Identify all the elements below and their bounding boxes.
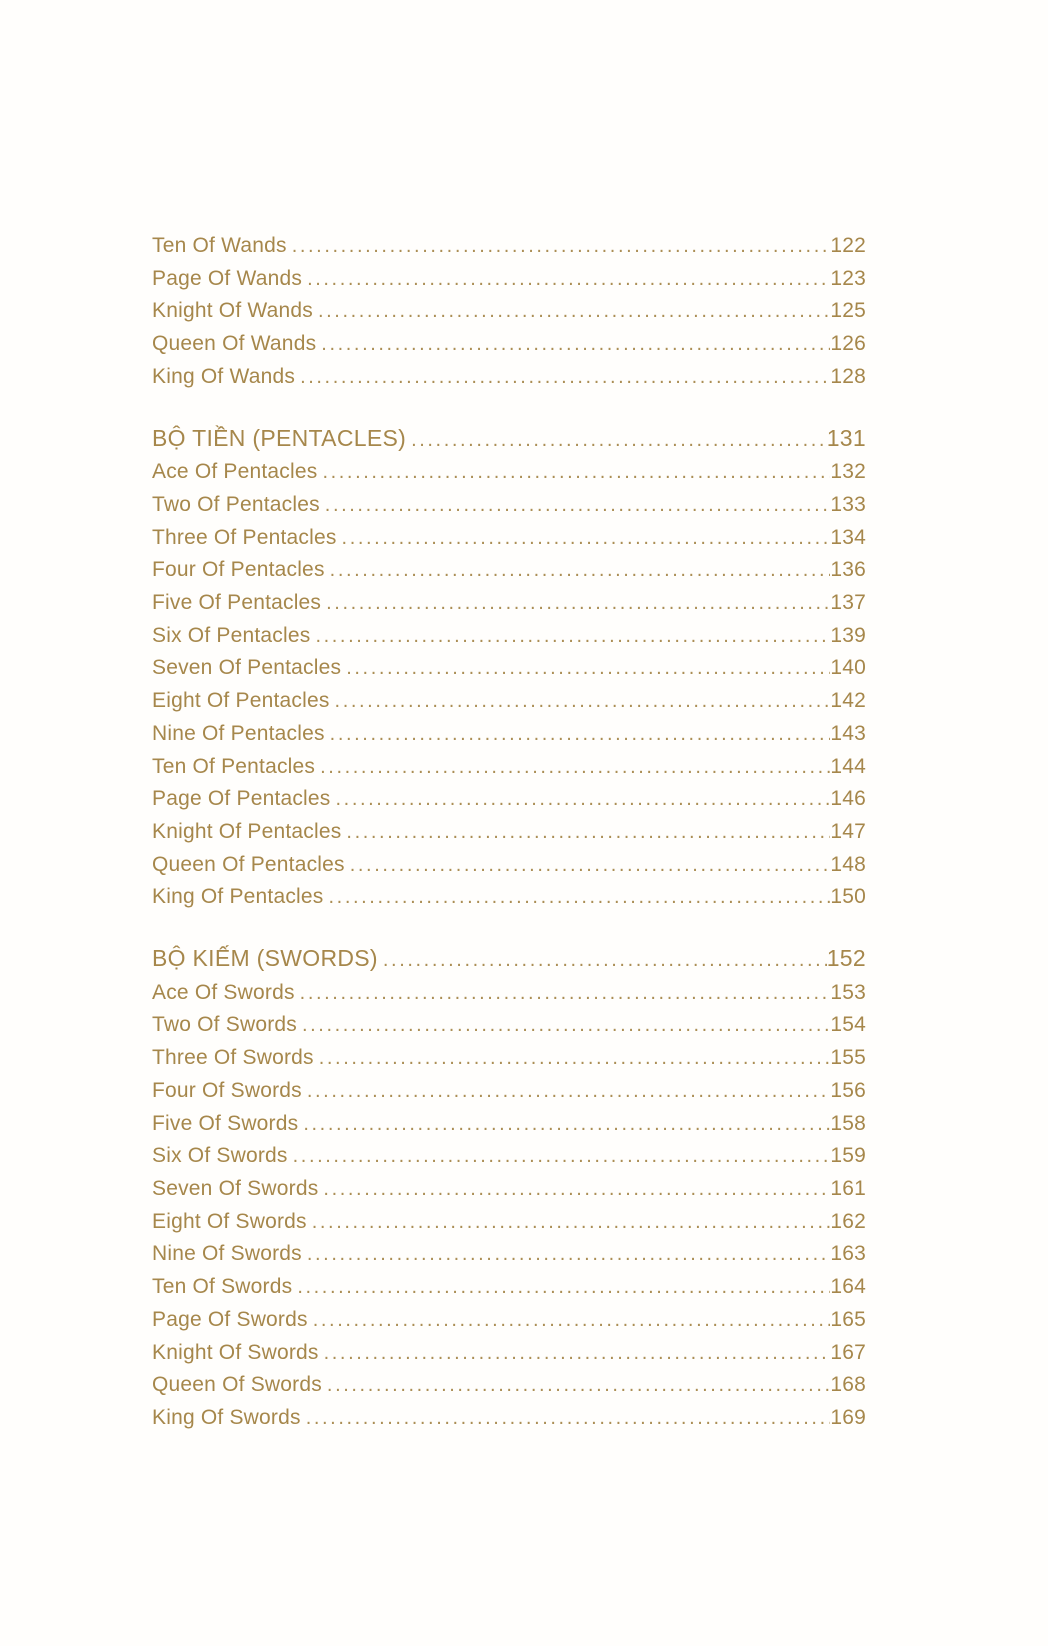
toc-entry-title: Ace Of Swords xyxy=(152,980,295,1004)
toc-page xyxy=(152,230,866,1435)
dot-leader xyxy=(302,1076,831,1108)
toc-section-header xyxy=(152,943,866,977)
toc-entry-page-number: 133 xyxy=(830,492,866,516)
dot-leader xyxy=(308,1305,831,1337)
toc-entry-page-number: 155 xyxy=(830,1046,866,1070)
toc-section-page-number: 131 xyxy=(826,424,866,451)
toc-entry xyxy=(152,361,866,394)
toc-entry-page-number: 137 xyxy=(830,591,866,615)
toc-entry xyxy=(152,685,866,718)
toc-entry xyxy=(152,456,866,489)
toc-entry-page-number: 132 xyxy=(830,460,866,484)
dot-leader xyxy=(295,362,830,394)
dot-leader xyxy=(337,523,831,555)
toc-entry-title: Seven Of Swords xyxy=(152,1176,319,1200)
toc-entry-title: Page Of Wands xyxy=(152,266,303,290)
toc-entry-title: Two Of Pentacles xyxy=(152,492,320,516)
toc-entry-title: Queen Of Pentacles xyxy=(152,852,345,876)
toc-entry xyxy=(152,1009,866,1042)
dot-leader xyxy=(292,1272,830,1304)
toc-entry-title: Nine Of Swords xyxy=(152,1242,302,1266)
toc-entry xyxy=(152,230,866,263)
toc-entry xyxy=(152,554,866,587)
dot-leader xyxy=(341,653,830,685)
toc-entry xyxy=(152,1075,866,1108)
toc-entry xyxy=(152,587,866,620)
toc-entry-page-number: 148 xyxy=(830,852,866,876)
toc-entry xyxy=(152,1140,866,1173)
toc-entry-page-number: 140 xyxy=(830,656,866,680)
toc-entry xyxy=(152,881,866,914)
toc-entry xyxy=(152,1238,866,1271)
toc-entry-title: Page Of Swords xyxy=(152,1307,308,1331)
toc-entry xyxy=(152,751,866,784)
dot-leader xyxy=(297,1010,830,1042)
toc-entry xyxy=(152,1108,866,1141)
toc-entry-page-number: 154 xyxy=(830,1013,866,1037)
toc-entry-title: Four Of Pentacles xyxy=(152,558,325,582)
toc-entry xyxy=(152,263,866,296)
toc-section xyxy=(152,230,866,394)
toc-entry xyxy=(152,816,866,849)
dot-leader xyxy=(320,490,831,522)
toc-entry xyxy=(152,1042,866,1075)
toc-entry-page-number: 165 xyxy=(830,1307,866,1331)
dot-leader xyxy=(298,1109,830,1141)
dot-leader xyxy=(319,1338,831,1370)
dot-leader xyxy=(310,621,830,653)
toc-entry-page-number: 143 xyxy=(830,721,866,745)
dot-leader xyxy=(316,329,830,361)
toc-entry xyxy=(152,489,866,522)
toc-entry xyxy=(152,522,866,555)
toc-entry xyxy=(152,1173,866,1206)
toc-entry-page-number: 159 xyxy=(830,1144,866,1168)
toc-entry xyxy=(152,1206,866,1239)
dot-leader xyxy=(378,945,827,977)
dot-leader xyxy=(324,882,831,914)
dot-leader xyxy=(325,555,831,587)
toc-entry-page-number: 128 xyxy=(830,364,866,388)
dot-leader xyxy=(301,1403,831,1435)
toc-entry-title: Ace Of Pentacles xyxy=(152,460,318,484)
toc-entry xyxy=(152,977,866,1010)
toc-entry-page-number: 158 xyxy=(830,1111,866,1135)
toc-entry-page-number: 136 xyxy=(830,558,866,582)
toc-entry-page-number: 168 xyxy=(830,1373,866,1397)
toc-entry xyxy=(152,652,866,685)
toc-entry-page-number: 153 xyxy=(830,980,866,1004)
toc-entry-page-number: 144 xyxy=(830,754,866,778)
toc-entry-title: King Of Wands xyxy=(152,364,296,388)
toc-entry-page-number: 162 xyxy=(830,1209,866,1233)
toc-entry-title: King Of Swords xyxy=(152,1405,301,1429)
toc-entry-title: Knight Of Pentacles xyxy=(152,819,342,843)
toc-entry xyxy=(152,849,866,882)
toc-entry-title: Six Of Swords xyxy=(152,1144,288,1168)
toc-entry-page-number: 147 xyxy=(830,819,866,843)
dot-leader xyxy=(307,1207,831,1239)
dot-leader xyxy=(341,817,830,849)
toc-entry-page-number: 134 xyxy=(830,525,866,549)
toc-entry-page-number: 161 xyxy=(830,1176,866,1200)
toc-section-page-number: 152 xyxy=(826,945,866,972)
dot-leader xyxy=(321,588,830,620)
dot-leader xyxy=(406,425,827,457)
toc-entry-page-number: 139 xyxy=(830,623,866,647)
toc-entry-title: Six Of Pentacles xyxy=(152,623,311,647)
toc-entry-page-number: 150 xyxy=(830,885,866,909)
toc-entry-title: Ten Of Wands xyxy=(152,234,287,257)
toc-entry xyxy=(152,1337,866,1370)
toc-entry-page-number: 126 xyxy=(830,332,866,356)
toc-entry xyxy=(152,1304,866,1337)
toc-entry xyxy=(152,1402,866,1435)
toc-entry-title: Queen Of Wands xyxy=(152,332,317,356)
toc-entry-title: Three Of Swords xyxy=(152,1046,314,1070)
toc-entry-page-number: 146 xyxy=(830,787,866,811)
toc-entry-title: Three Of Pentacles xyxy=(152,525,337,549)
toc-entry xyxy=(152,1369,866,1402)
toc-section-entries xyxy=(152,456,866,914)
dot-leader xyxy=(315,752,830,784)
toc-entry-page-number: 125 xyxy=(830,299,866,323)
dot-leader xyxy=(302,1239,831,1271)
toc-entry xyxy=(152,1271,866,1304)
dot-leader xyxy=(318,1174,830,1206)
toc-list xyxy=(152,230,866,1435)
toc-entry xyxy=(152,718,866,751)
toc-entry-title: Five Of Swords xyxy=(152,1111,299,1135)
toc-entry-page-number: 163 xyxy=(830,1242,866,1266)
dot-leader xyxy=(345,850,831,882)
dot-leader xyxy=(295,978,831,1010)
toc-entry-page-number: 123 xyxy=(830,266,866,290)
dot-leader xyxy=(313,296,830,328)
toc-section-title: BỘ TIỀN (PENTACLES) xyxy=(152,424,407,451)
toc-entry-title: Seven Of Pentacles xyxy=(152,656,342,680)
dot-leader xyxy=(287,231,831,263)
toc-entry-title: Knight Of Swords xyxy=(152,1340,319,1364)
toc-entry-page-number: 169 xyxy=(830,1405,866,1429)
toc-entry-title: Queen Of Swords xyxy=(152,1373,322,1397)
toc-entry-page-number: 164 xyxy=(830,1275,866,1299)
toc-entry-title: Knight Of Wands xyxy=(152,299,313,323)
toc-section-entries xyxy=(152,977,866,1435)
toc-entry xyxy=(152,620,866,653)
dot-leader xyxy=(314,1043,831,1075)
toc-section-title: BỘ KIẾM (SWORDS) xyxy=(152,945,378,972)
dot-leader xyxy=(322,1370,830,1402)
dot-leader xyxy=(325,719,831,751)
toc-entry xyxy=(152,783,866,816)
toc-section xyxy=(152,943,866,1435)
toc-entry-title: Two Of Swords xyxy=(152,1013,297,1037)
dot-leader xyxy=(302,264,830,296)
toc-entry-title: Page Of Pentacles xyxy=(152,787,331,811)
toc-entry-title: Five Of Pentacles xyxy=(152,591,322,615)
dot-leader xyxy=(330,686,831,718)
toc-entry-page-number: 142 xyxy=(830,689,866,713)
toc-entry-title: Nine Of Pentacles xyxy=(152,721,325,745)
dot-leader xyxy=(317,457,830,489)
toc-section-entries xyxy=(152,230,866,394)
toc-entry-title: King Of Pentacles xyxy=(152,885,324,909)
toc-entry-page-number: 122 xyxy=(830,234,866,257)
toc-entry-page-number: 167 xyxy=(830,1340,866,1364)
toc-section xyxy=(152,423,866,915)
toc-entry-title: Ten Of Swords xyxy=(152,1275,293,1299)
toc-entry-title: Eight Of Swords xyxy=(152,1209,307,1233)
toc-entry xyxy=(152,295,866,328)
toc-entry-title: Eight Of Pentacles xyxy=(152,689,330,713)
toc-entry-page-number: 156 xyxy=(830,1078,866,1102)
dot-leader xyxy=(288,1141,831,1173)
toc-section-header xyxy=(152,423,866,457)
toc-entry xyxy=(152,328,866,361)
toc-entry-title: Four Of Swords xyxy=(152,1078,302,1102)
dot-leader xyxy=(331,784,831,816)
toc-entry-title: Ten Of Pentacles xyxy=(152,754,316,778)
